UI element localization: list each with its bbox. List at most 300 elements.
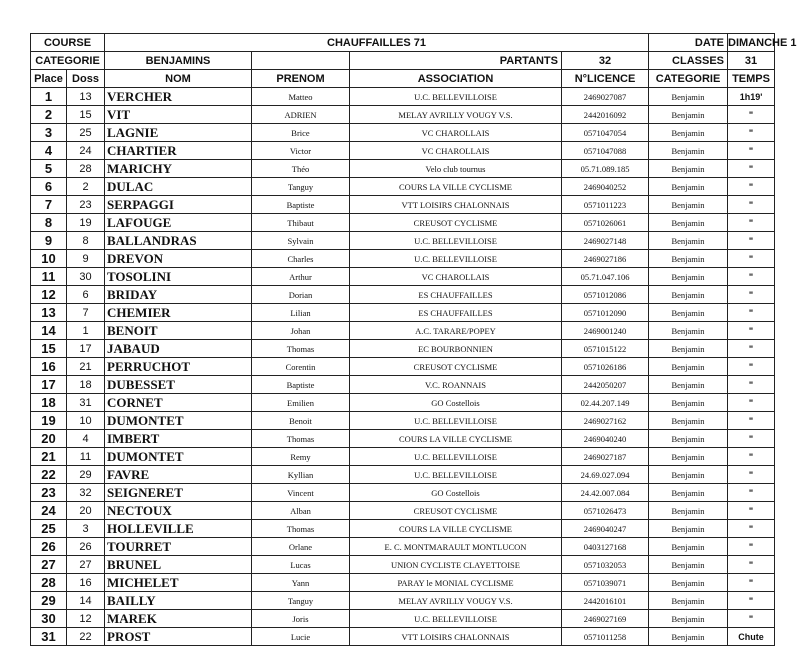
result-licence: 2442016092 bbox=[562, 106, 649, 124]
result-place: 19 bbox=[31, 412, 67, 430]
result-prenom: Thomas bbox=[252, 340, 350, 358]
result-temps: " bbox=[728, 412, 775, 430]
table-row bbox=[31, 466, 775, 484]
result-prenom: Remy bbox=[252, 448, 350, 466]
date-label: DATE bbox=[649, 34, 728, 52]
result-association: MELAY AVRILLY VOUGY V.S. bbox=[350, 106, 562, 124]
table-row bbox=[31, 520, 775, 538]
result-nom: BAILLY bbox=[105, 592, 252, 610]
result-association: U.C. BELLEVILLOISE bbox=[350, 448, 562, 466]
result-association: COURS LA VILLE CYCLISME bbox=[350, 178, 562, 196]
result-doss: 18 bbox=[67, 376, 105, 394]
result-association: VC CHAROLLAIS bbox=[350, 142, 562, 160]
result-licence: 2469027162 bbox=[562, 412, 649, 430]
result-association: COURS LA VILLE CYCLISME bbox=[350, 430, 562, 448]
result-nom: DUMONTET bbox=[105, 412, 252, 430]
result-prenom: Yann bbox=[252, 574, 350, 592]
result-licence: 2469040252 bbox=[562, 178, 649, 196]
result-categorie: Benjamin bbox=[649, 142, 728, 160]
result-temps: " bbox=[728, 358, 775, 376]
result-prenom: Kyllian bbox=[252, 466, 350, 484]
result-categorie: Benjamin bbox=[649, 160, 728, 178]
result-doss: 21 bbox=[67, 358, 105, 376]
result-place: 31 bbox=[31, 628, 67, 646]
result-categorie: Benjamin bbox=[649, 196, 728, 214]
result-categorie: Benjamin bbox=[649, 106, 728, 124]
result-temps: " bbox=[728, 574, 775, 592]
table-row bbox=[31, 268, 775, 286]
result-association: U.C. BELLEVILLOISE bbox=[350, 250, 562, 268]
col-association: ASSOCIATION bbox=[350, 70, 562, 88]
result-place: 10 bbox=[31, 250, 67, 268]
result-doss: 4 bbox=[67, 430, 105, 448]
results-table bbox=[30, 33, 797, 646]
result-categorie: Benjamin bbox=[649, 412, 728, 430]
result-doss: 19 bbox=[67, 214, 105, 232]
result-categorie: Benjamin bbox=[649, 484, 728, 502]
result-prenom: Tanguy bbox=[252, 178, 350, 196]
result-prenom: Charles bbox=[252, 250, 350, 268]
result-licence: 24.69.027.094 bbox=[562, 466, 649, 484]
result-place: 15 bbox=[31, 340, 67, 358]
result-place: 25 bbox=[31, 520, 67, 538]
result-place: 23 bbox=[31, 484, 67, 502]
result-place: 26 bbox=[31, 538, 67, 556]
result-prenom: Benoit bbox=[252, 412, 350, 430]
result-association: Velo club tournus bbox=[350, 160, 562, 178]
result-temps: " bbox=[728, 196, 775, 214]
result-place: 3 bbox=[31, 124, 67, 142]
result-licence: 0571012086 bbox=[562, 286, 649, 304]
result-doss: 14 bbox=[67, 592, 105, 610]
result-licence: 2469001240 bbox=[562, 322, 649, 340]
table-row bbox=[31, 286, 775, 304]
result-prenom: Lucie bbox=[252, 628, 350, 646]
result-licence: 0403127168 bbox=[562, 538, 649, 556]
result-nom: BENOIT bbox=[105, 322, 252, 340]
result-association: VC CHAROLLAIS bbox=[350, 268, 562, 286]
result-nom: DUMONTET bbox=[105, 448, 252, 466]
result-nom: BRIDAY bbox=[105, 286, 252, 304]
result-temps: " bbox=[728, 538, 775, 556]
result-prenom: Corentin bbox=[252, 358, 350, 376]
result-doss: 32 bbox=[67, 484, 105, 502]
result-temps: " bbox=[728, 394, 775, 412]
result-place: 20 bbox=[31, 430, 67, 448]
result-licence: 05.71.047.106 bbox=[562, 268, 649, 286]
result-licence: 2442050207 bbox=[562, 376, 649, 394]
result-nom: BALLANDRAS bbox=[105, 232, 252, 250]
result-temps: " bbox=[728, 232, 775, 250]
result-categorie: Benjamin bbox=[649, 340, 728, 358]
result-nom: BRUNEL bbox=[105, 556, 252, 574]
result-place: 5 bbox=[31, 160, 67, 178]
result-association: VTT LOISIRS CHALONNAIS bbox=[350, 628, 562, 646]
result-categorie: Benjamin bbox=[649, 358, 728, 376]
result-place: 1 bbox=[31, 88, 67, 106]
result-nom: MARICHY bbox=[105, 160, 252, 178]
table-row bbox=[31, 250, 775, 268]
result-doss: 15 bbox=[67, 106, 105, 124]
result-temps: " bbox=[728, 286, 775, 304]
result-association: U.C. BELLEVILLOISE bbox=[350, 610, 562, 628]
result-categorie: Benjamin bbox=[649, 502, 728, 520]
table-row bbox=[31, 376, 775, 394]
result-temps: " bbox=[728, 142, 775, 160]
table-row bbox=[31, 556, 775, 574]
result-prenom: Théo bbox=[252, 160, 350, 178]
result-prenom: Alban bbox=[252, 502, 350, 520]
result-licence: 02.44.207.149 bbox=[562, 394, 649, 412]
table-row bbox=[31, 574, 775, 592]
result-place: 27 bbox=[31, 556, 67, 574]
result-doss: 1 bbox=[67, 322, 105, 340]
result-temps: " bbox=[728, 484, 775, 502]
result-licence: 2469027087 bbox=[562, 88, 649, 106]
result-nom: DREVON bbox=[105, 250, 252, 268]
result-temps: " bbox=[728, 214, 775, 232]
table-row bbox=[31, 430, 775, 448]
result-categorie: Benjamin bbox=[649, 286, 728, 304]
result-nom: LAGNIE bbox=[105, 124, 252, 142]
result-nom: SEIGNERET bbox=[105, 484, 252, 502]
result-licence: 24.42.007.084 bbox=[562, 484, 649, 502]
table-row bbox=[31, 448, 775, 466]
result-place: 16 bbox=[31, 358, 67, 376]
categorie-row bbox=[31, 52, 775, 70]
result-licence: 0571047088 bbox=[562, 142, 649, 160]
result-association: V.C. ROANNAIS bbox=[350, 376, 562, 394]
result-temps: " bbox=[728, 268, 775, 286]
result-categorie: Benjamin bbox=[649, 466, 728, 484]
col-licence: N°LICENCE bbox=[562, 70, 649, 88]
result-place: 4 bbox=[31, 142, 67, 160]
result-categorie: Benjamin bbox=[649, 448, 728, 466]
result-categorie: Benjamin bbox=[649, 592, 728, 610]
result-association: ES CHAUFFAILLES bbox=[350, 286, 562, 304]
result-temps: " bbox=[728, 250, 775, 268]
table-row bbox=[31, 214, 775, 232]
result-prenom: Johan bbox=[252, 322, 350, 340]
result-licence: 2469027169 bbox=[562, 610, 649, 628]
result-place: 30 bbox=[31, 610, 67, 628]
col-nom: NOM bbox=[105, 70, 252, 88]
result-temps: " bbox=[728, 124, 775, 142]
result-licence: 0571015122 bbox=[562, 340, 649, 358]
table-row bbox=[31, 610, 775, 628]
result-categorie: Benjamin bbox=[649, 268, 728, 286]
result-nom: VERCHER bbox=[105, 88, 252, 106]
table-row bbox=[31, 394, 775, 412]
result-prenom: Thibaut bbox=[252, 214, 350, 232]
classes-value: 31 bbox=[728, 52, 775, 70]
result-prenom: Dorian bbox=[252, 286, 350, 304]
result-place: 24 bbox=[31, 502, 67, 520]
result-place: 17 bbox=[31, 376, 67, 394]
result-nom: SERPAGGI bbox=[105, 196, 252, 214]
result-association: ES CHAUFFAILLES bbox=[350, 304, 562, 322]
result-categorie: Benjamin bbox=[649, 394, 728, 412]
result-association: U.C. BELLEVILLOISE bbox=[350, 88, 562, 106]
result-nom: CORNET bbox=[105, 394, 252, 412]
col-place: Place bbox=[31, 70, 67, 88]
result-doss: 24 bbox=[67, 142, 105, 160]
result-association: PARAY le MONIAL CYCLISME bbox=[350, 574, 562, 592]
result-nom: MAREK bbox=[105, 610, 252, 628]
result-place: 9 bbox=[31, 232, 67, 250]
result-doss: 23 bbox=[67, 196, 105, 214]
result-nom: PROST bbox=[105, 628, 252, 646]
result-licence: 2469040247 bbox=[562, 520, 649, 538]
result-temps: " bbox=[728, 376, 775, 394]
result-temps: " bbox=[728, 520, 775, 538]
col-categorie: CATEGORIE bbox=[649, 70, 728, 88]
table-row bbox=[31, 340, 775, 358]
result-temps: " bbox=[728, 160, 775, 178]
table-row bbox=[31, 106, 775, 124]
result-association: UNION CYCLISTE CLAYETTOISE bbox=[350, 556, 562, 574]
result-prenom: Matteo bbox=[252, 88, 350, 106]
result-association: VC CHAROLLAIS bbox=[350, 124, 562, 142]
result-prenom: Lucas bbox=[252, 556, 350, 574]
table-row bbox=[31, 484, 775, 502]
classes-label: CLASSES bbox=[649, 52, 728, 70]
result-prenom: Baptiste bbox=[252, 196, 350, 214]
result-categorie: Benjamin bbox=[649, 538, 728, 556]
result-place: 11 bbox=[31, 268, 67, 286]
result-licence: 2469027187 bbox=[562, 448, 649, 466]
result-nom: CHEMIER bbox=[105, 304, 252, 322]
result-temps: Chute bbox=[728, 628, 775, 646]
result-nom: MICHELET bbox=[105, 574, 252, 592]
result-doss: 2 bbox=[67, 178, 105, 196]
blank-cell bbox=[252, 52, 350, 70]
result-prenom: Tanguy bbox=[252, 592, 350, 610]
result-place: 18 bbox=[31, 394, 67, 412]
result-licence: 2469040240 bbox=[562, 430, 649, 448]
result-nom: FAVRE bbox=[105, 466, 252, 484]
result-association: VTT LOISIRS CHALONNAIS bbox=[350, 196, 562, 214]
table-row bbox=[31, 592, 775, 610]
result-place: 12 bbox=[31, 286, 67, 304]
result-prenom: ADRIEN bbox=[252, 106, 350, 124]
result-licence: 0571032053 bbox=[562, 556, 649, 574]
result-categorie: Benjamin bbox=[649, 214, 728, 232]
result-place: 29 bbox=[31, 592, 67, 610]
result-doss: 17 bbox=[67, 340, 105, 358]
result-association: COURS LA VILLE CYCLISME bbox=[350, 520, 562, 538]
result-categorie: Benjamin bbox=[649, 124, 728, 142]
partants-value: 32 bbox=[562, 52, 649, 70]
result-licence: 0571026473 bbox=[562, 502, 649, 520]
result-association: EC BOURBONNIEN bbox=[350, 340, 562, 358]
result-prenom: Lilian bbox=[252, 304, 350, 322]
table-row bbox=[31, 304, 775, 322]
table-row bbox=[31, 196, 775, 214]
result-temps: " bbox=[728, 340, 775, 358]
result-temps: " bbox=[728, 178, 775, 196]
result-place: 21 bbox=[31, 448, 67, 466]
result-doss: 8 bbox=[67, 232, 105, 250]
course-label: COURSE bbox=[31, 34, 105, 52]
result-categorie: Benjamin bbox=[649, 88, 728, 106]
result-nom: TOURRET bbox=[105, 538, 252, 556]
result-association: A.C. TARARE/POPEY bbox=[350, 322, 562, 340]
result-association: GO Costellois bbox=[350, 394, 562, 412]
table-row bbox=[31, 178, 775, 196]
result-doss: 29 bbox=[67, 466, 105, 484]
result-doss: 25 bbox=[67, 124, 105, 142]
date-value: DIMANCHE 1 bbox=[728, 34, 775, 52]
table-row bbox=[31, 88, 775, 106]
result-categorie: Benjamin bbox=[649, 610, 728, 628]
result-prenom: Sylvain bbox=[252, 232, 350, 250]
result-licence: 0571011258 bbox=[562, 628, 649, 646]
result-licence: 0571011223 bbox=[562, 196, 649, 214]
result-association: U.C. BELLEVILLOISE bbox=[350, 412, 562, 430]
result-association: U.C. BELLEVILLOISE bbox=[350, 232, 562, 250]
result-licence: 2469027186 bbox=[562, 250, 649, 268]
result-categorie: Benjamin bbox=[649, 628, 728, 646]
result-doss: 22 bbox=[67, 628, 105, 646]
result-nom: HOLLEVILLE bbox=[105, 520, 252, 538]
result-temps: " bbox=[728, 106, 775, 124]
table-row bbox=[31, 502, 775, 520]
result-association: CREUSOT CYCLISME bbox=[350, 358, 562, 376]
result-doss: 27 bbox=[67, 556, 105, 574]
result-doss: 20 bbox=[67, 502, 105, 520]
result-association: CREUSOT CYCLISME bbox=[350, 214, 562, 232]
result-doss: 11 bbox=[67, 448, 105, 466]
result-association: GO Costellois bbox=[350, 484, 562, 502]
result-temps: " bbox=[728, 502, 775, 520]
result-categorie: Benjamin bbox=[649, 250, 728, 268]
result-temps: " bbox=[728, 322, 775, 340]
result-nom: LAFOUGE bbox=[105, 214, 252, 232]
result-nom: NECTOUX bbox=[105, 502, 252, 520]
result-categorie: Benjamin bbox=[649, 178, 728, 196]
result-association: MELAY AVRILLY VOUGY V.S. bbox=[350, 592, 562, 610]
result-place: 28 bbox=[31, 574, 67, 592]
result-licence: 0571012090 bbox=[562, 304, 649, 322]
result-licence: 0571039071 bbox=[562, 574, 649, 592]
result-licence: 0571026186 bbox=[562, 358, 649, 376]
result-prenom: Victor bbox=[252, 142, 350, 160]
result-doss: 9 bbox=[67, 250, 105, 268]
result-temps: " bbox=[728, 304, 775, 322]
result-prenom: Emilien bbox=[252, 394, 350, 412]
result-place: 7 bbox=[31, 196, 67, 214]
result-prenom: Brice bbox=[252, 124, 350, 142]
result-temps: " bbox=[728, 610, 775, 628]
course-name: CHAUFFAILLES 71 bbox=[105, 34, 649, 52]
result-temps: " bbox=[728, 430, 775, 448]
result-licence: 2469027148 bbox=[562, 232, 649, 250]
result-categorie: Benjamin bbox=[649, 520, 728, 538]
table-row bbox=[31, 142, 775, 160]
result-categorie: Benjamin bbox=[649, 232, 728, 250]
result-categorie: Benjamin bbox=[649, 376, 728, 394]
col-prenom: PRENOM bbox=[252, 70, 350, 88]
result-association: CREUSOT CYCLISME bbox=[350, 502, 562, 520]
result-nom: TOSOLINI bbox=[105, 268, 252, 286]
result-nom: CHARTIER bbox=[105, 142, 252, 160]
result-nom: VIT bbox=[105, 106, 252, 124]
table-row bbox=[31, 124, 775, 142]
result-place: 8 bbox=[31, 214, 67, 232]
result-nom: DULAC bbox=[105, 178, 252, 196]
result-prenom: Arthur bbox=[252, 268, 350, 286]
result-association: E. C. MONTMARAULT MONTLUCON bbox=[350, 538, 562, 556]
result-categorie: Benjamin bbox=[649, 322, 728, 340]
result-licence: 05.71.089.185 bbox=[562, 160, 649, 178]
result-categorie: Benjamin bbox=[649, 556, 728, 574]
table-row bbox=[31, 358, 775, 376]
result-temps: " bbox=[728, 466, 775, 484]
result-nom: DUBESSET bbox=[105, 376, 252, 394]
result-nom: PERRUCHOT bbox=[105, 358, 252, 376]
partants-label: PARTANTS bbox=[350, 52, 562, 70]
result-prenom: Vincent bbox=[252, 484, 350, 502]
result-licence: 0571047054 bbox=[562, 124, 649, 142]
result-place: 13 bbox=[31, 304, 67, 322]
result-doss: 13 bbox=[67, 88, 105, 106]
result-prenom: Thomas bbox=[252, 430, 350, 448]
result-categorie: Benjamin bbox=[649, 304, 728, 322]
result-nom: IMBERT bbox=[105, 430, 252, 448]
col-temps: TEMPS bbox=[728, 70, 775, 88]
result-temps: " bbox=[728, 592, 775, 610]
result-association: U.C. BELLEVILLOISE bbox=[350, 466, 562, 484]
col-doss: Doss bbox=[67, 70, 105, 88]
result-doss: 30 bbox=[67, 268, 105, 286]
result-doss: 7 bbox=[67, 304, 105, 322]
result-doss: 10 bbox=[67, 412, 105, 430]
result-prenom: Baptiste bbox=[252, 376, 350, 394]
result-prenom: Thomas bbox=[252, 520, 350, 538]
result-doss: 28 bbox=[67, 160, 105, 178]
course-row bbox=[31, 34, 775, 52]
table-row bbox=[31, 322, 775, 340]
table-row bbox=[31, 232, 775, 250]
result-licence: 2442016101 bbox=[562, 592, 649, 610]
result-doss: 12 bbox=[67, 610, 105, 628]
result-categorie: Benjamin bbox=[649, 430, 728, 448]
column-header-row bbox=[31, 70, 775, 88]
table-row bbox=[31, 160, 775, 178]
result-nom: JABAUD bbox=[105, 340, 252, 358]
result-temps: " bbox=[728, 556, 775, 574]
result-place: 6 bbox=[31, 178, 67, 196]
table-row bbox=[31, 538, 775, 556]
result-temps: " bbox=[728, 448, 775, 466]
result-prenom: Orlane bbox=[252, 538, 350, 556]
result-doss: 3 bbox=[67, 520, 105, 538]
result-categorie: Benjamin bbox=[649, 574, 728, 592]
result-doss: 16 bbox=[67, 574, 105, 592]
table-row bbox=[31, 412, 775, 430]
result-place: 22 bbox=[31, 466, 67, 484]
result-doss: 6 bbox=[67, 286, 105, 304]
result-doss: 31 bbox=[67, 394, 105, 412]
result-prenom: Joris bbox=[252, 610, 350, 628]
table-row bbox=[31, 628, 775, 646]
categorie-value: BENJAMINS bbox=[105, 52, 252, 70]
result-place: 14 bbox=[31, 322, 67, 340]
result-temps: 1h19' bbox=[728, 88, 775, 106]
result-doss: 26 bbox=[67, 538, 105, 556]
result-place: 2 bbox=[31, 106, 67, 124]
